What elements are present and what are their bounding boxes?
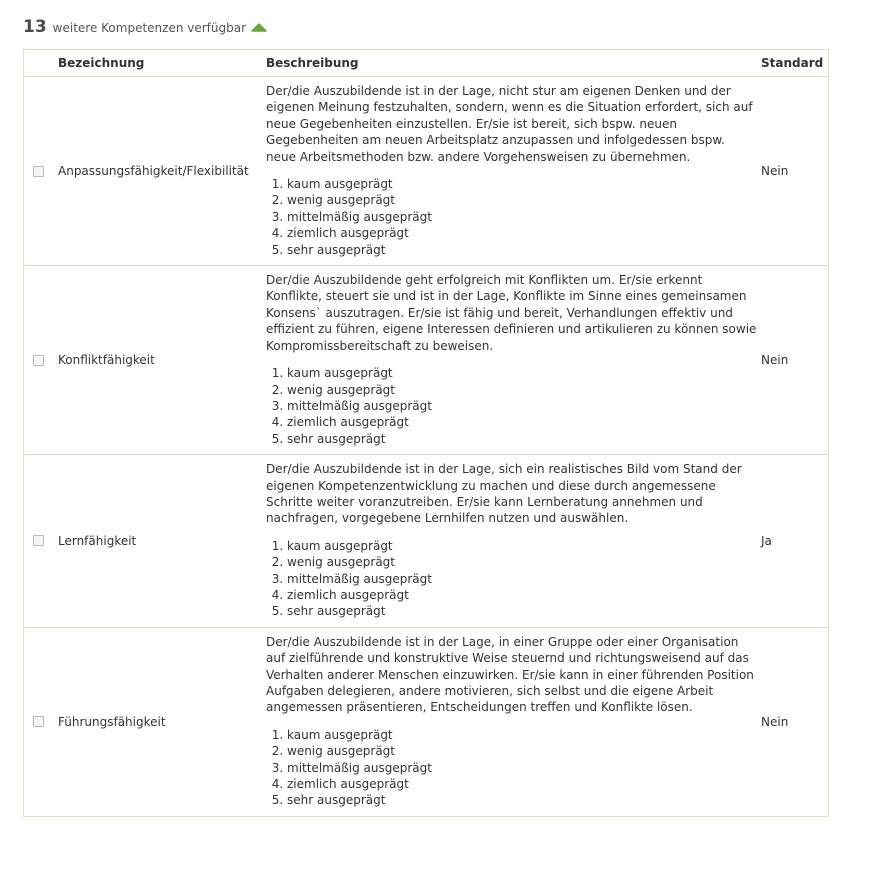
scale-item: 4. ziemlich ausgeprägt bbox=[287, 776, 757, 792]
scale-item: 4. ziemlich ausgeprägt bbox=[287, 225, 757, 241]
row-checkbox[interactable] bbox=[33, 355, 44, 366]
scale-item: 2. wenig ausgeprägt bbox=[287, 743, 757, 759]
column-header-name: Bezeichnung bbox=[58, 50, 266, 77]
row-checkbox[interactable] bbox=[33, 716, 44, 727]
table-row bbox=[24, 627, 828, 816]
competencies-table bbox=[23, 49, 829, 817]
scale-item: 1. kaum ausgeprägt bbox=[287, 727, 757, 743]
table-header-row bbox=[24, 50, 828, 77]
standard-value: Nein bbox=[761, 627, 828, 816]
scale-item: 2. wenig ausgeprägt bbox=[287, 382, 757, 398]
scale-item: 5. sehr ausgeprägt bbox=[287, 431, 757, 447]
competency-name: Konfliktfähigkeit bbox=[58, 266, 266, 455]
competency-name: Führungsfähigkeit bbox=[58, 627, 266, 816]
table-row bbox=[24, 77, 828, 266]
competency-description: Der/die Auszubildende geht erfolgreich mit Konflikten um. Er/sie erkennt Konflikte, steuert sie und ist in der Lage, Konflikte im Sinne eines gemeinsamen Konsens` auszutragen. Er/sie ist fähig und bereit, Verhandlungen effektiv und effizient zu führen, eigene Interessen definieren und artikulieren zu können sowie Kompromissbereitschaft zu beweisen. bbox=[266, 273, 757, 353]
chevron-up-icon[interactable] bbox=[251, 17, 267, 27]
scale-item: 3. mittelmäßig ausgeprägt bbox=[287, 398, 757, 414]
scale-item: 1. kaum ausgeprägt bbox=[287, 365, 757, 381]
scale-item: 5. sehr ausgeprägt bbox=[287, 242, 757, 258]
scale-item: 4. ziemlich ausgeprägt bbox=[287, 414, 757, 430]
competency-name: Lernfähigkeit bbox=[58, 455, 266, 628]
row-checkbox[interactable] bbox=[33, 166, 44, 177]
scale-item: 1. kaum ausgeprägt bbox=[287, 538, 757, 554]
scale-item: 5. sehr ausgeprägt bbox=[287, 792, 757, 808]
standard-value: Nein bbox=[761, 77, 828, 266]
rating-scale bbox=[266, 538, 757, 620]
standard-value: Nein bbox=[761, 266, 828, 455]
rating-scale bbox=[266, 727, 757, 809]
scale-item: 3. mittelmäßig ausgeprägt bbox=[287, 209, 757, 225]
rating-scale bbox=[266, 176, 757, 258]
competency-name: Anpassungsfähigkeit/Flexibilität bbox=[58, 77, 266, 266]
competency-description: Der/die Auszubildende ist in der Lage, nicht stur am eigenen Denken und der eigenen Meinung festzuhalten, sondern, wenn es die Situation erfordert, sich auf neue Gegebenheiten einzustellen. Er/sie ist bereit, sich bspw. neuen Gegebenheiten am neuen Arbeitsplatz anzupassen und infolgedessen bspw. neue Arbeitsmethoden bzw. andere Vorgehensweisen zu übernehmen. bbox=[266, 84, 753, 164]
scale-item: 5. sehr ausgeprägt bbox=[287, 603, 757, 619]
table-row bbox=[24, 266, 828, 455]
column-header-standard: Standard bbox=[761, 50, 828, 77]
row-checkbox[interactable] bbox=[33, 535, 44, 546]
available-text: weitere Kompetenzen verfügbar bbox=[52, 21, 247, 35]
table-row bbox=[24, 455, 828, 628]
scale-item: 1. kaum ausgeprägt bbox=[287, 176, 757, 192]
column-header-description: Beschreibung bbox=[266, 50, 761, 77]
available-count: 13 bbox=[23, 17, 47, 37]
scale-item: 2. wenig ausgeprägt bbox=[287, 554, 757, 570]
scale-item: 4. ziemlich ausgeprägt bbox=[287, 587, 757, 603]
available-competencies-header bbox=[23, 17, 267, 39]
column-header-select bbox=[24, 50, 58, 77]
competency-description: Der/die Auszubildende ist in der Lage, in einer Gruppe oder einer Organisation auf zielführende und konstruktive Weise steuernd und richtungsweisend auf das Verhalten anderer Menschen einzuwirken. Er/sie kann in einer führenden Position Aufgaben delegieren, andere motivieren, sich selbst und die eigene Arbeit angemessen präsentieren, Entscheidungen treffen und Konflikte lösen. bbox=[266, 634, 754, 715]
scale-item: 3. mittelmäßig ausgeprägt bbox=[287, 760, 757, 776]
standard-value: Ja bbox=[761, 455, 828, 628]
rating-scale bbox=[266, 365, 757, 447]
competency-description: Der/die Auszubildende ist in der Lage, sich ein realistisches Bild vom Stand der eigenen Kompetenzentwicklung zu machen und diese durch angemessene Schritte weiter voranzutreiben. Er/sie kann Lernberatung annehmen und nachfragen, vorgegebene Lernhilfen nutzen und auswählen. bbox=[266, 462, 742, 526]
scale-item: 3. mittelmäßig ausgeprägt bbox=[287, 571, 757, 587]
scale-item: 2. wenig ausgeprägt bbox=[287, 192, 757, 208]
